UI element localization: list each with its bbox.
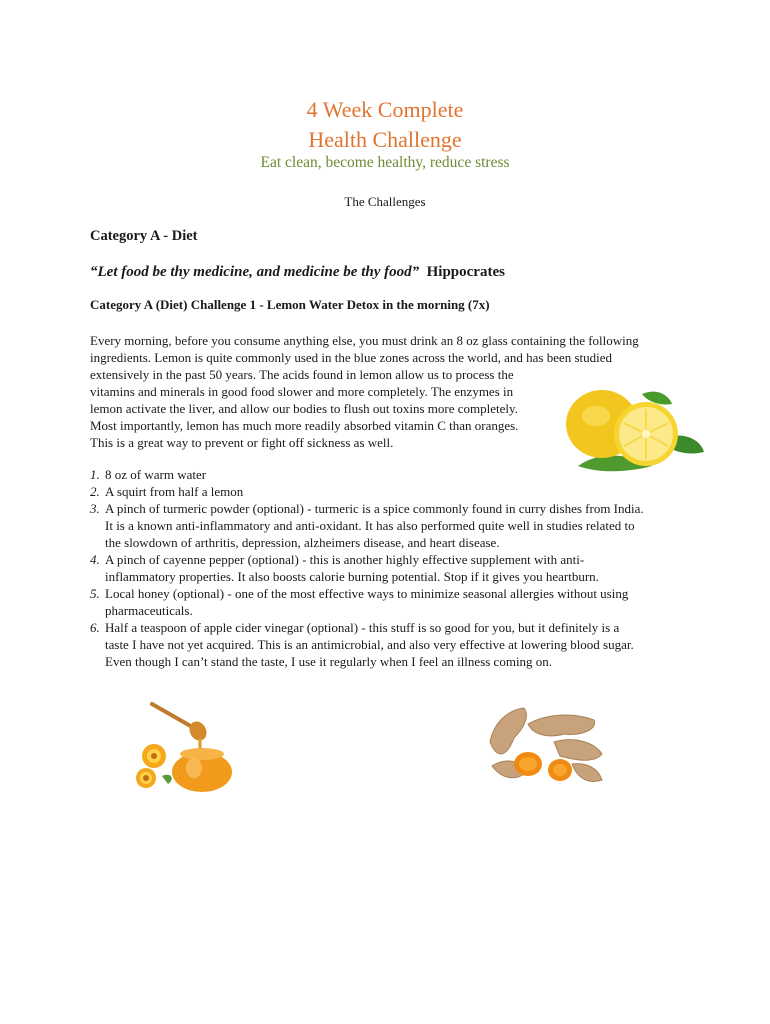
- list-item-text: the slowdown of arthritis, depression, alzheimers disease, and heart disease.: [105, 535, 500, 550]
- quote-text: “Let food be thy medicine, and medicine be thy food”: [90, 264, 420, 280]
- list-item-text: Half a teaspoon of apple cider vinegar (optional) - this stuff is so good for you, but it definitely is a: [105, 620, 620, 635]
- list-item-number: 2.: [90, 484, 100, 499]
- list-item-number: 4.: [90, 552, 100, 567]
- lemon-photo: [560, 380, 706, 476]
- title-line-2: Health Challenge: [308, 127, 462, 152]
- list-item-number: 5.: [90, 586, 100, 601]
- intro-line: ingredients. Lemon is quite commonly used in the blue zones across the world, and has been studied: [90, 350, 613, 365]
- list-item-text: inflammatory properties. It also boosts calorie burning potential. Stop if it gives you heartburn.: [105, 569, 599, 584]
- section-label: The Challenges: [344, 194, 426, 209]
- intro-line: Every morning, before you consume anything else, you must drink an 8 oz glass containing the following: [90, 333, 639, 348]
- list-item: [90, 619, 690, 670]
- intro-line: Most importantly, lemon has much more readily absorbed vitamin C than oranges.: [90, 418, 519, 433]
- honey-jar-photo: [132, 698, 236, 794]
- list-item-text: taste I have not yet acquired. This is an antimicrobial, and also very effective at lowering blood sugar.: [105, 637, 634, 652]
- list-item-number: 3.: [90, 501, 100, 516]
- list-item: [90, 551, 690, 585]
- list-item-text: It is a known anti-inflammatory and anti-oxidant. It has also performed quite well in studies related to: [105, 518, 635, 533]
- ingredient-list: [90, 466, 690, 670]
- challenge-title: Category A (Diet) Challenge 1 - Lemon Water Detox in the morning (7x): [90, 297, 490, 312]
- list-item-text: A squirt from half a lemon: [105, 484, 244, 499]
- intro-line: lemon activate the liver, and allow our bodies to flush out toxins more completely.: [90, 401, 518, 416]
- list-item: [90, 585, 690, 619]
- title-line-1: 4 Week Complete: [306, 97, 464, 122]
- intro-line: vitamins and minerals in good food slower and more completely. The enzymes in: [90, 384, 514, 399]
- list-item-text: Even though I can’t stand the taste, I use it regularly when I feel an illness coming on.: [105, 654, 553, 669]
- list-item: [90, 500, 690, 551]
- turmeric-root-photo: [484, 702, 606, 790]
- list-item: [90, 483, 690, 500]
- list-item-text: pharmaceuticals.: [105, 603, 193, 618]
- list-item-text: 8 oz of warm water: [105, 467, 207, 482]
- intro-line: extensively in the past 50 years. The acids found in lemon allow us to process the: [90, 367, 514, 382]
- intro-line: This is a great way to prevent or fight off sickness as well.: [90, 435, 394, 450]
- list-item-text: A pinch of cayenne pepper (optional) - this is another highly effective supplement with anti-: [105, 552, 585, 567]
- list-item-number: 6.: [90, 620, 100, 635]
- list-item-text: A pinch of turmeric powder (optional) - turmeric is a spice commonly found in curry dishes from India.: [105, 501, 644, 516]
- list-item-number: 1.: [90, 467, 100, 482]
- subtitle: Eat clean, become healthy, reduce stress: [260, 154, 510, 171]
- category-heading: Category A - Diet: [90, 228, 198, 244]
- list-item-text: Local honey (optional) - one of the most effective ways to minimize seasonal allergies without using: [105, 586, 629, 601]
- quote-block: [90, 264, 505, 281]
- quote-author: Hippocrates: [426, 264, 505, 280]
